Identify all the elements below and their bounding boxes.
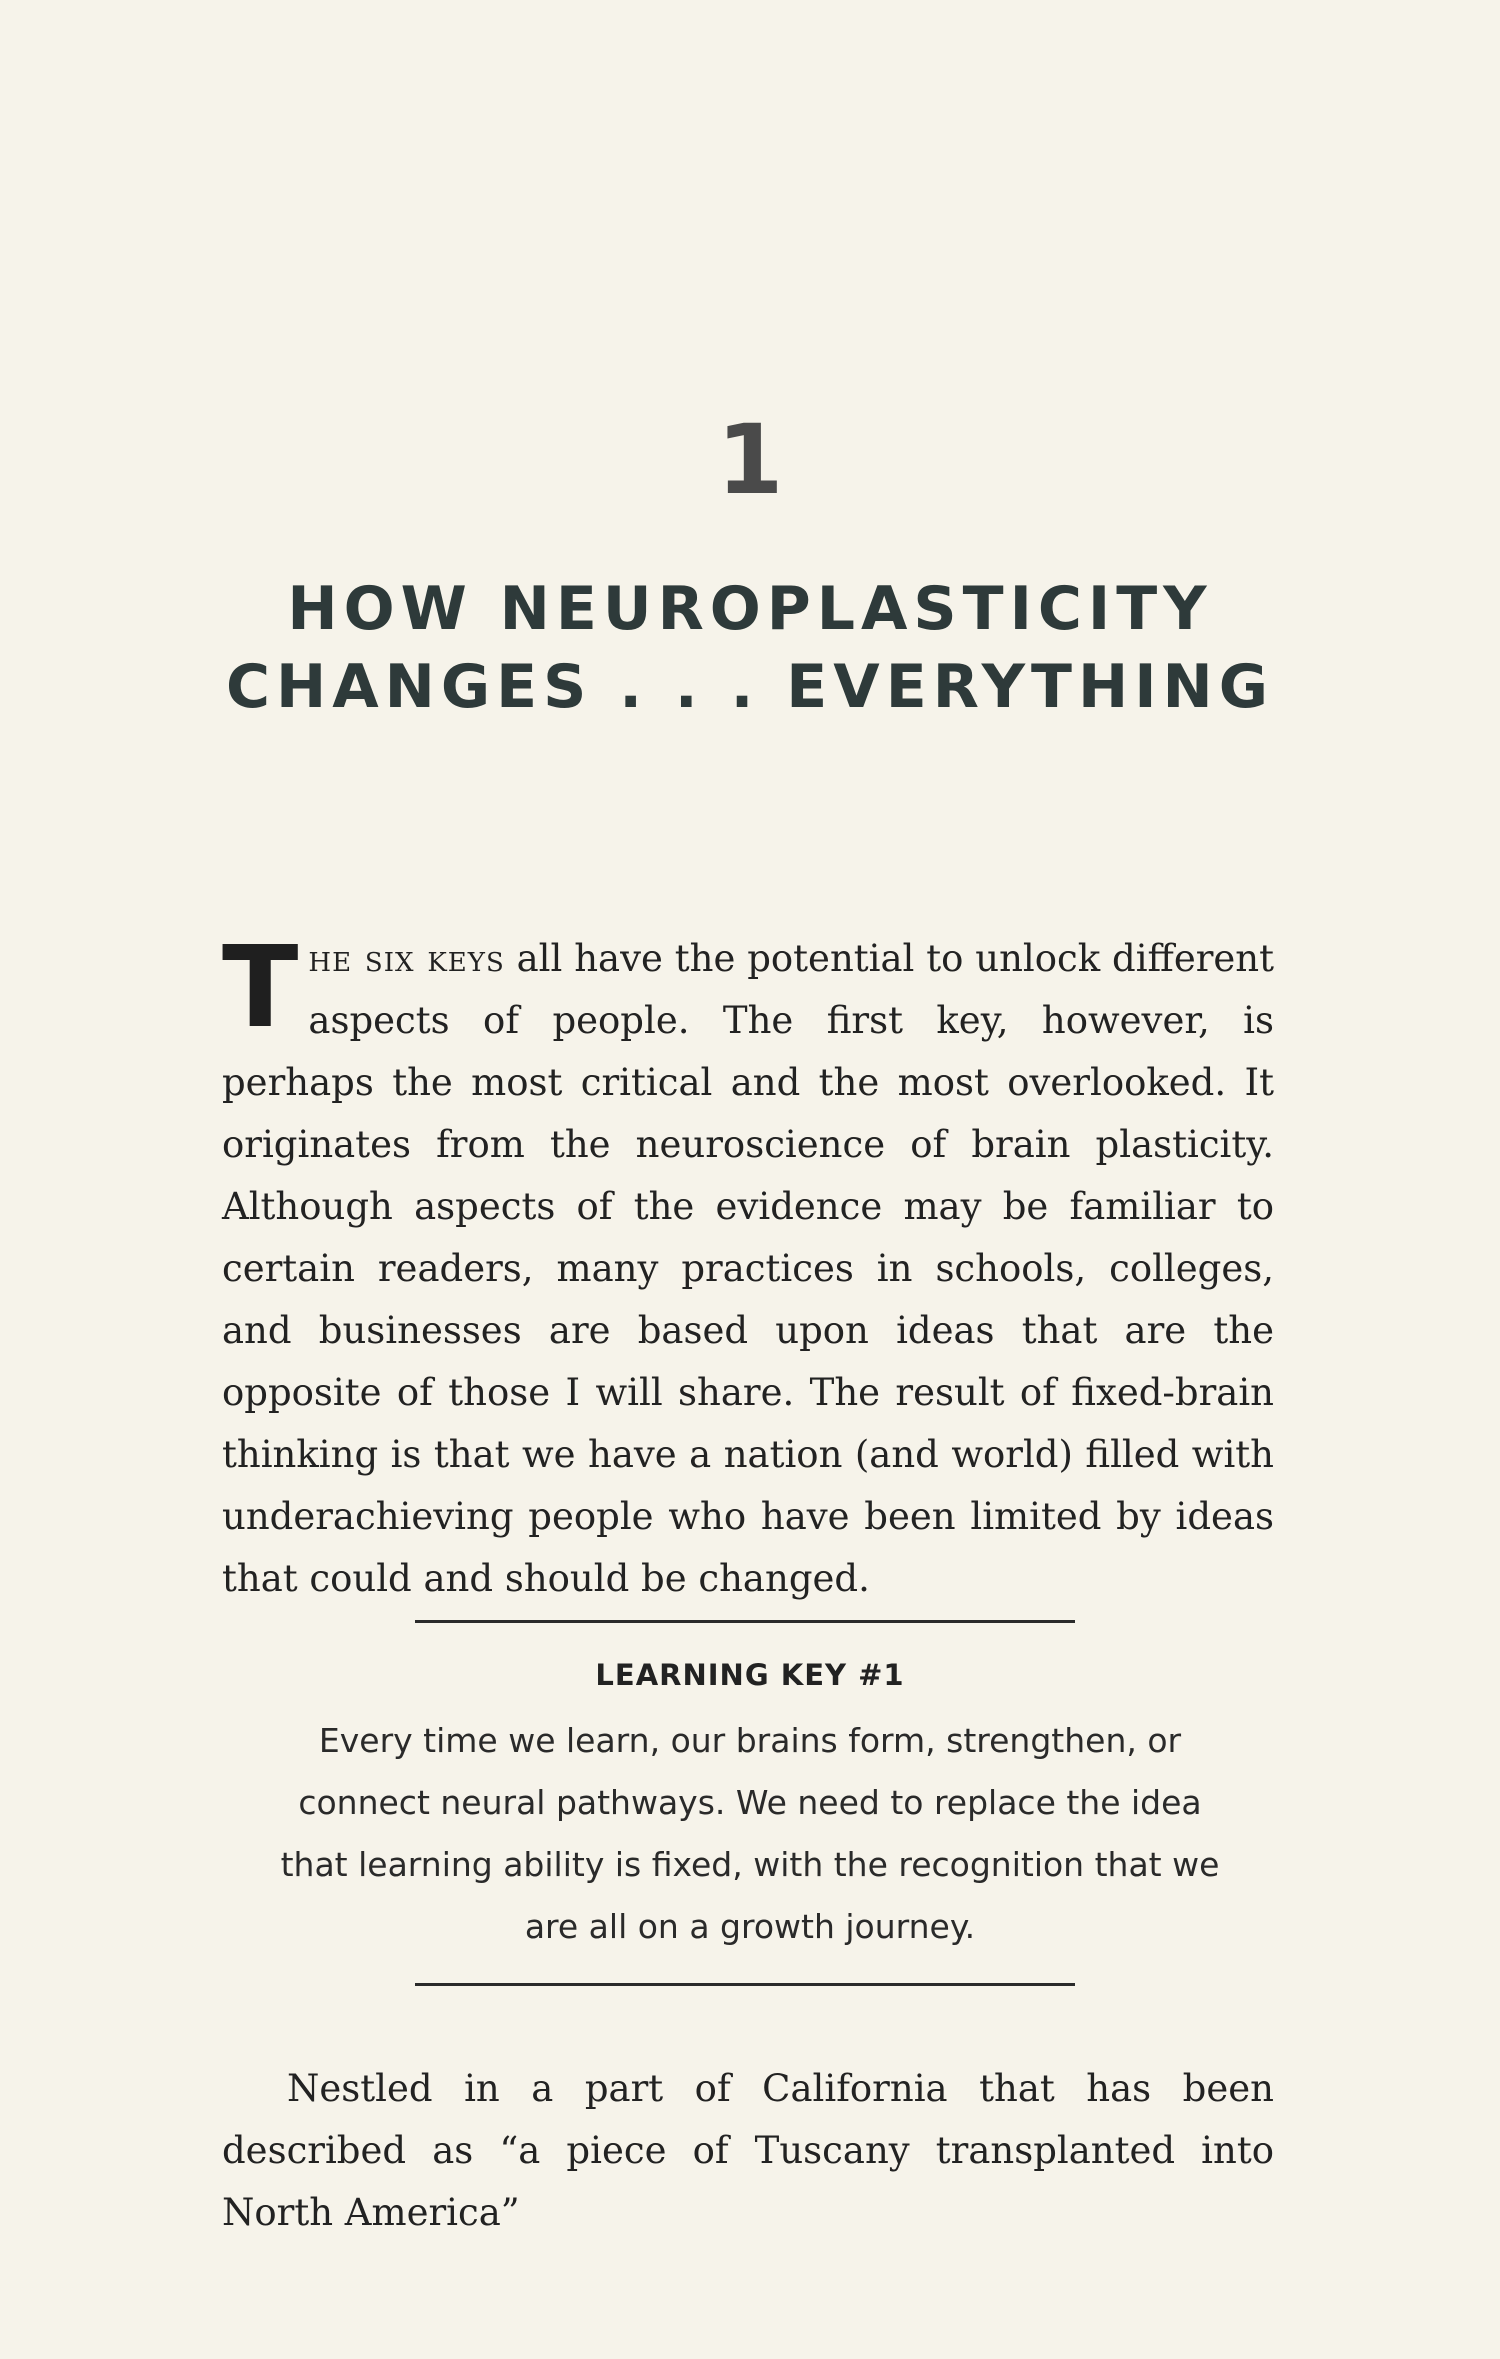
chapter-title-line-2: CHANGES . . . EVERYTHING (226, 652, 1274, 722)
intro-text: all have the potential to unlock different aspects of people. The first key, however, is perhaps the most critical and the most overlooked. It originates from the neuroscience of brain plasticity. Although aspects of the evidence may be familiar to certain readers, many practices in schools, colleges, and businesses are based upon ideas that are the opposite of those I will share. The result of fixed-brain thinking is that we have a nation (and world) filled with underachieving people who have been limited by ideas that could and should be changed. (222, 937, 1274, 1600)
chapter-title (0, 570, 1500, 726)
divider-top (415, 1620, 1075, 1623)
intro-smallcaps: he six keys (308, 937, 505, 980)
closing-paragraph: Nestled in a part of California that has been described as “a piece of Tuscany transplanted into North America” (222, 2067, 1274, 2234)
learning-key-heading: LEARNING KEY #1 (595, 1658, 905, 1692)
drop-cap: T (222, 923, 299, 1053)
intro-paragraph (222, 923, 1274, 1610)
learning-key-text: Every time we learn, our brains form, strengthen, or connect neural pathways. We need to replace the idea that learning ability is fixed, with the recognition that we are all on a growth journey. (280, 1721, 1220, 1946)
chapter-title-line-1: HOW NEUROPLASTICITY (287, 574, 1213, 644)
chapter-number: 1 (716, 404, 784, 516)
divider-bottom (415, 1983, 1075, 1986)
